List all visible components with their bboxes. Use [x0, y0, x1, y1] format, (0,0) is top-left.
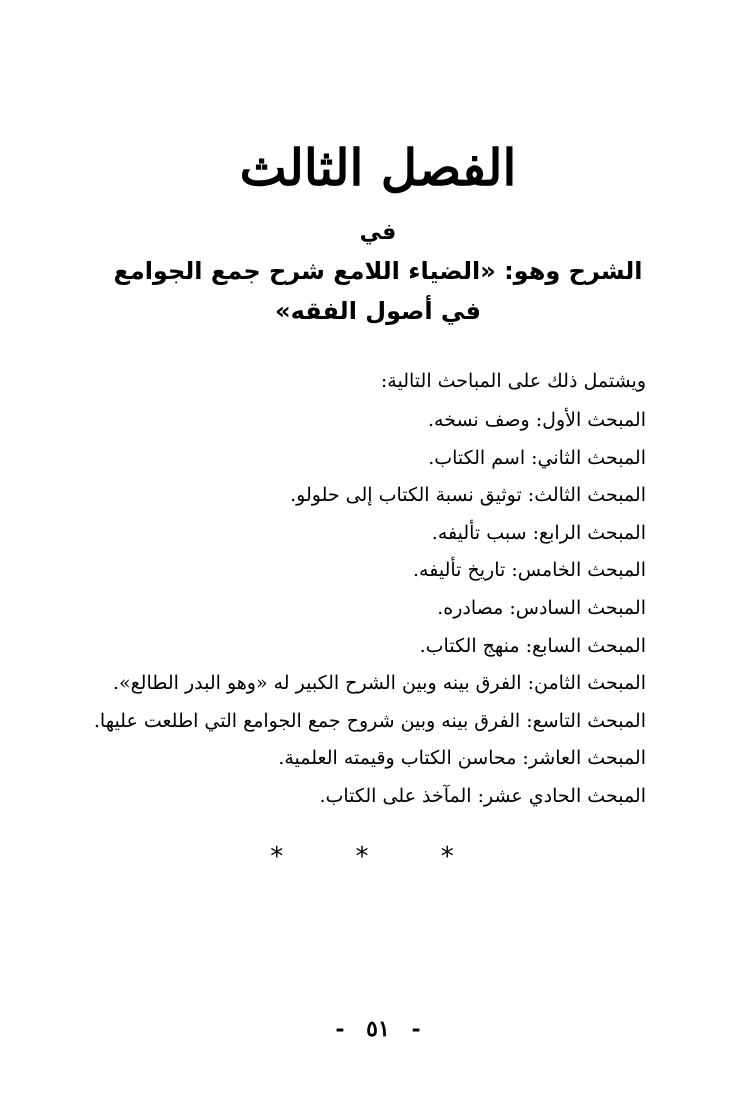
- page-number: - ٥١ -: [335, 1016, 421, 1042]
- sections-list: [94, 402, 646, 816]
- section-item: المبحث العاشر: محاسن الكتاب وقيمته العلمية.: [278, 747, 646, 770]
- intro-text: ويشتمل ذلك على المباحث التالية:: [380, 370, 646, 392]
- section-item: المبحث الثالث: توثيق نسبة الكتاب إلى حلولو.: [290, 484, 646, 507]
- section-item: المبحث الثامن: الفرق بينه وبين الشرح الكبير له «وهو البدر الطالع».: [112, 672, 646, 695]
- chapter-subtitle-line-1: الشرح وهو: «الضياء اللامع شرح جمع الجوامع: [113, 257, 643, 285]
- section-item: المبحث الرابع: سبب تأليفه.: [431, 521, 646, 544]
- chapter-title: الفصل الثالث: [239, 138, 517, 197]
- section-separator: * * *: [270, 842, 486, 872]
- section-item: المبحث الحادي عشر: المآخذ على الكتاب.: [319, 784, 646, 807]
- section-item: المبحث الأول: وصف نسخه.: [427, 409, 646, 431]
- section-item: المبحث الخامس: تاريخ تأليفه.: [413, 559, 646, 582]
- section-item: المبحث التاسع: الفرق بينه وبين شروح جمع الجوامع التي اطلعت عليها.: [93, 709, 646, 732]
- chapter-subtitle-line-2: في أصول الفقه»: [275, 297, 481, 325]
- chapter-subtitle-preposition: في: [359, 220, 397, 245]
- section-item: المبحث السادس: مصادره.: [437, 596, 646, 619]
- section-item: المبحث السابع: منهج الكتاب.: [419, 634, 646, 657]
- section-item: المبحث الثاني: اسم الكتاب.: [428, 446, 646, 469]
